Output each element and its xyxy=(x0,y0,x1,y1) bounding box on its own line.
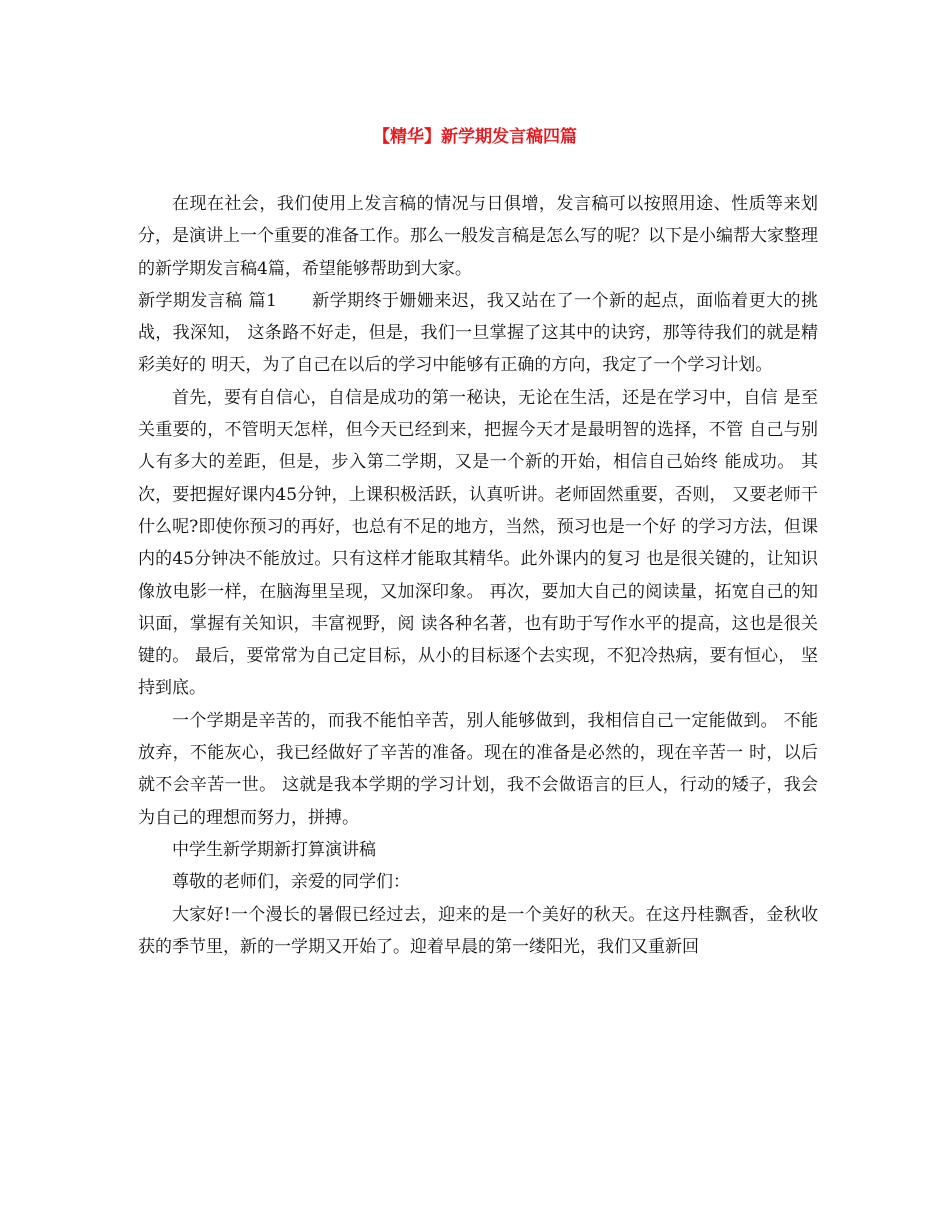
paragraph-intro: 在现在社会，我们使用上发言稿的情况与日俱增，发言稿可以按照用途、性质等来划分，是演讲上一个重要的准备工作。那么一般发言稿是怎么写的呢？以下是小编帮大家整理的新学期发言稿4篇，希望能够帮助到大家。 xyxy=(138,194,818,279)
paragraph-speech-2-greeting: 尊敬的老师们，亲爱的同学们： xyxy=(172,872,410,893)
paragraph-speech-1-opening: 新学期发言稿 篇1 新学期终于姗姗来迟，我又站在了一个新的起点，面临着更大的挑战，我深知， 这条路不好走，但是，我们一旦掌握了这其中的诀窍，那等待我们的就是精彩美好的 明天，为了自己在以后的学习中能够有正确的方向，我定了一个学习计划。 xyxy=(138,290,818,376)
document-body xyxy=(138,188,818,963)
paragraph-speech-2-heading: 中学生新学期新打算演讲稿 xyxy=(172,839,376,860)
document-title: 【精华】新学期发言稿四篇 xyxy=(373,127,577,147)
paragraph-speech-2-body: 大家好!一个漫长的暑假已经过去，迎来的是一个美好的秋天。在这丹桂飘香，金秋收获的季节里，新的一学期又开始了。迎着早晨的第一缕阳光，我们又重新回 xyxy=(138,904,818,957)
paragraph-speech-1-closing: 一个学期是辛苦的，而我不能怕辛苦，别人能够做到，我相信自己一定能做到。 不能放弃，不能灰心，我已经做好了辛苦的准备。现在的准备是必然的，现在辛苦一 时，以后就不会辛苦一世。 这就是我本学期的学习计划，我不会做语言的巨人，行动的矮子，我会为自己的理想而努力，拼搏。 xyxy=(138,710,818,828)
paragraph-speech-1-plan: 首先，要有自信心，自信是成功的第一秘诀，无论在生活，还是在学习中，自信 是至关重要的，不管明天怎样，但今天已经到来，把握今天才是最明智的选择，不管 自己与别人有多大的差距，但是，步入第二学期，又是一个新的开始，相信自己始终 能成功。 其次，要把握好课内45分钟，上课积极活跃，认真听讲。老师固然重要，否则， 又要老师干什么呢?即使你预习的再好，也总有不足的地方，当然，预习也是一个好 的学习方法，但课内的45分钟决不能放过。只有这样才能取其精华。此外课内的复习 也是很关键的，让知识像放电影一样，在脑海里呈现，又加深印象。 再次，要加大自己的阅读量，拓宽自己的知识面，掌握有关知识，丰富视野，阅 读各种名著，也有助于写作水平的提高，这也是很关键的。 最后，要常常为自己定目标，从小的目标逐个去实现，不犯冷热病，要有恒心， 坚持到底。 xyxy=(138,387,818,699)
